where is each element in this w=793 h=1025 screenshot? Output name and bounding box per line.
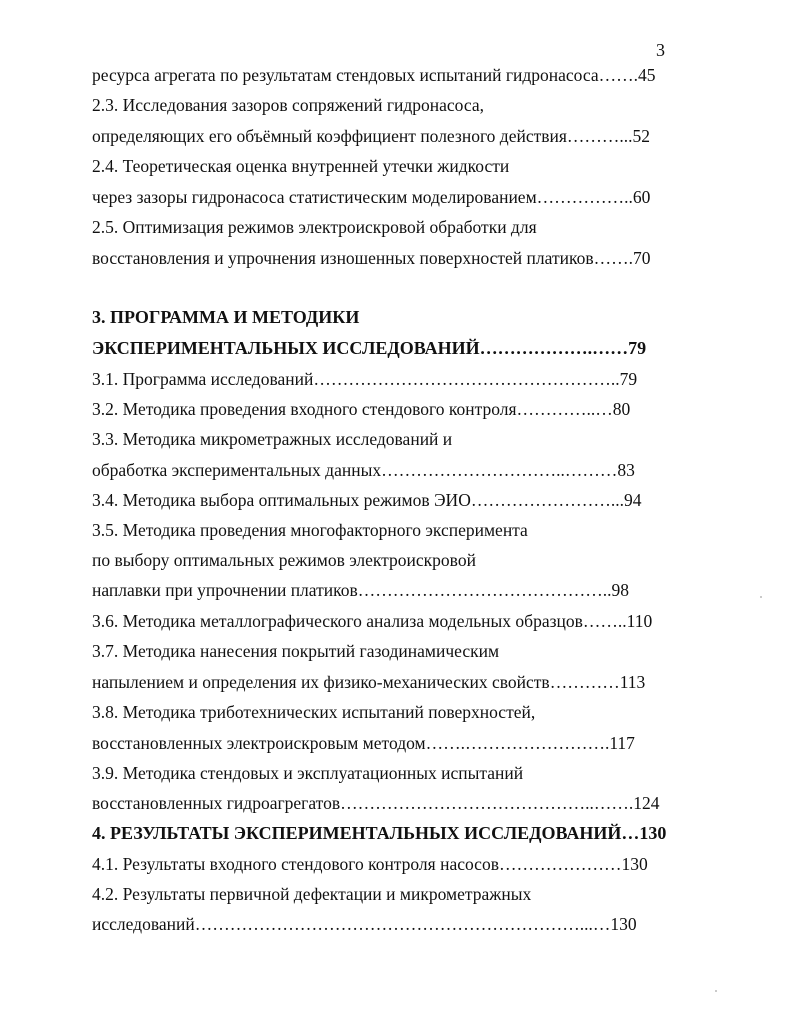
section-heading: 4. РЕЗУЛЬТАТЫ ЭКСПЕРИМЕНТАЛЬНЫХ ИССЛЕДОВАНИЙ…130 xyxy=(92,823,667,843)
toc-line: 3.6. Методика металлографического анализа модельных образцов……..110 xyxy=(92,611,653,631)
toc-line: восстановления и упрочнения изношенных поверхностей платиков…….70 xyxy=(92,248,651,268)
toc-line: 3.5. Методика проведения многофакторного эксперимента xyxy=(92,520,528,540)
toc-line: 2.5. Оптимизация режимов электроискровой обработки для xyxy=(92,217,537,237)
toc-line: через зазоры гидронасоса статистическим моделированием……………..60 xyxy=(92,187,651,207)
toc-line: по выбору оптимальных режимов электроискровой xyxy=(92,550,476,570)
toc-line: исследований…………………………………………………………...…130 xyxy=(92,914,637,934)
toc-line: 3.8. Методика триботехнических испытаний поверхностей, xyxy=(92,702,536,722)
scan-speck xyxy=(715,990,717,992)
section-heading: 3. ПРОГРАММА И МЕТОДИКИ xyxy=(92,307,360,327)
toc-line: 4.2. Результаты первичной дефектации и микрометражных xyxy=(92,884,532,904)
toc-line: ресурса агрегата по результатам стендовых испытаний гидронасоса…….45 xyxy=(92,65,656,85)
toc-line: 3.2. Методика проведения входного стендового контроля…………..…80 xyxy=(92,399,631,419)
toc-line: 3.3. Методика микрометражных исследований и xyxy=(92,429,453,449)
toc-line: 2.3. Исследования зазоров сопряжений гидронасоса, xyxy=(92,95,484,115)
toc-line: 4.1. Результаты входного стендового контроля насосов…………………130 xyxy=(92,854,648,874)
scan-speck xyxy=(760,596,762,598)
toc-line: обработка экспериментальных данных…………………………..………83 xyxy=(92,460,635,480)
toc-line: восстановленных гидроагрегатов……………………………………..…….124 xyxy=(92,793,660,813)
section-heading: ЭКСПЕРИМЕНТАЛЬНЫХ ИССЛЕДОВАНИЙ……………….……79 xyxy=(92,338,647,358)
toc-line: 3.9. Методика стендовых и эксплуатационных испытаний xyxy=(92,763,524,783)
toc-line: 3.4. Методика выбора оптимальных режимов ЭИО……………………...94 xyxy=(92,490,642,510)
toc-line: 2.4. Теоретическая оценка внутренней утечки жидкости xyxy=(92,156,510,176)
toc-line: определяющих его объёмный коэффициент полезного действия………...52 xyxy=(92,126,651,146)
toc-line: 3.7. Методика нанесения покрытий газодинамическим xyxy=(92,641,500,661)
page-number: 3 xyxy=(656,40,665,60)
toc-line: восстановленных электроискровым методом…….…………………….117 xyxy=(92,733,635,753)
toc-line: 3.1. Программа исследований……………………………………………..79 xyxy=(92,369,638,389)
toc-line: напылением и определения их физико-механических свойств…………113 xyxy=(92,672,646,692)
toc-line: наплавки при упрочнении платиков……………………………………..98 xyxy=(92,580,629,600)
